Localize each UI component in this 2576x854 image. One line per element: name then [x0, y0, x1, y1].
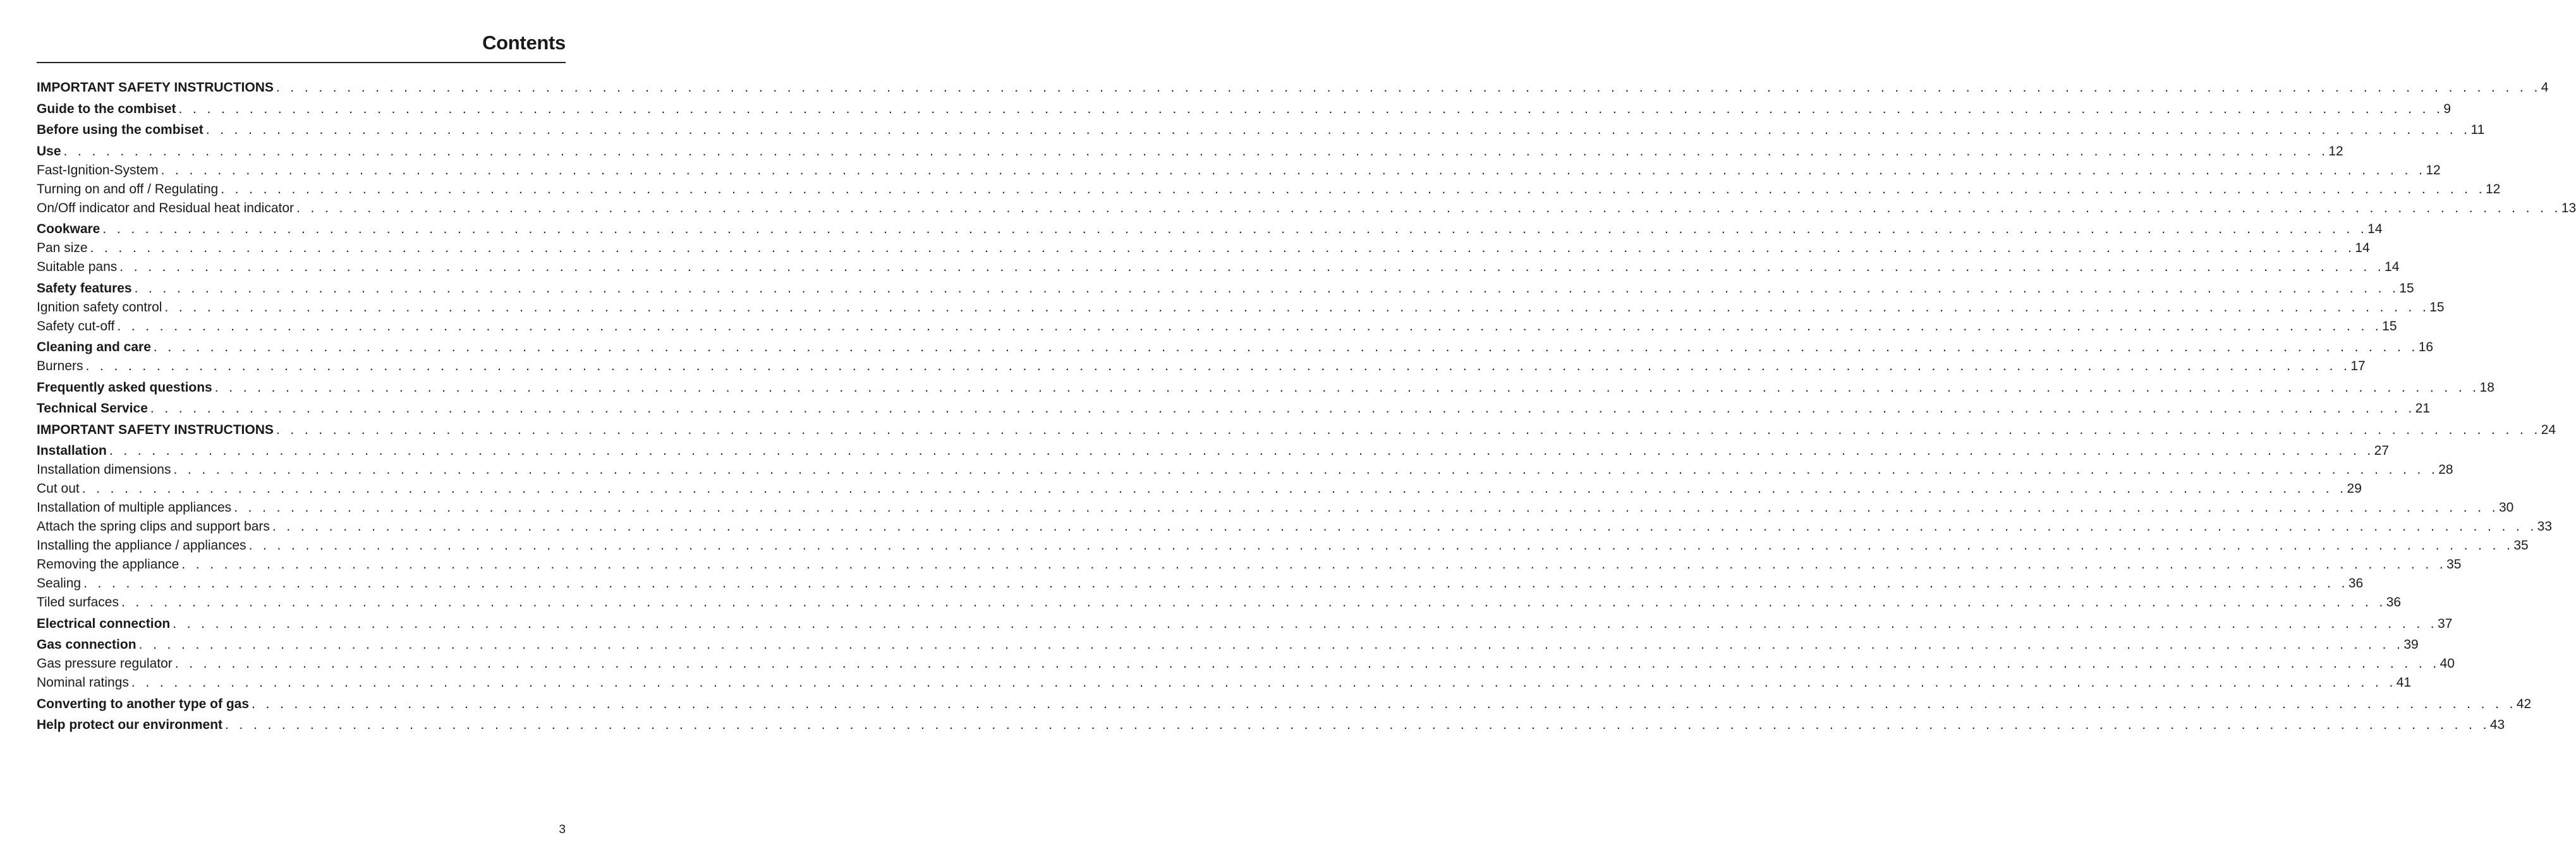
toc-subsection-entry[interactable] — [37, 536, 2529, 555]
toc-entry-label: Installing the appliance / appliances — [37, 538, 246, 553]
dot-leader: . . . . . . . . . . . . . . . . . . . . . . . . . . . . . . . . . . . . . . . . . . . . . . . . . . . . . . . . . . . . . . . . . . . . . . . . . . . . . . . . . . . . . . . . . . . . . . . . . . . . . . . . . . . . . . . . . . . . . . . . . . . . . . . . . . . . . . . . . . . . . . . . . . . . . . . . . . . . . . . . — [117, 318, 2383, 334]
toc-entry-label: Gas pressure regulator — [37, 656, 173, 671]
toc-entry-label: Use — [37, 143, 61, 159]
toc-subsection-entry[interactable] — [37, 258, 2400, 277]
toc-entry-label: Safety features — [37, 280, 132, 296]
toc-section-entry[interactable] — [37, 442, 2390, 460]
toc-section-entry[interactable] — [37, 142, 2343, 161]
toc-entry-label: Cleaning and care — [37, 340, 151, 354]
dot-leader: . . . . . . . . . . . . . . . . . . . . . . . . . . . . . . . . . . . . . . . . . . . . . . . . . . . . . . . . . . . . . . . . . . . . . . . . . . . . . . . . . . . . . . . . . . . . . . . . . . . . . . . . . . . . . . . . . . . . . . . . . . . . . . . . . . . . . . . . . . . . . . . . . . . . . . . . . . . . . . . . — [214, 380, 2480, 395]
dot-leader: . . . . . . . . . . . . . . . . . . . . . . . . . . . . . . . . . . . . . . . . . . . . . . . . . . . . . . . . . . . . . . . . . . . . . . . . . . . . . . . . . . . . . . . . . . . . . . . . . . . . . . . . . . . . . . . . . . . . . . . . . . . . . . . . . . . . . . . . . . . . . . . . . . . . . . . . . . . . . . . . — [174, 656, 2440, 671]
toc-entry-label: Tiled surfaces — [37, 595, 119, 610]
toc-entry-page: 14 — [2385, 260, 2400, 274]
toc-entry-label: Attach the spring clips and support bars — [37, 519, 270, 534]
toc-entry-label: Burners — [37, 359, 83, 373]
toc-section-entry[interactable] — [37, 378, 2494, 397]
toc-entry-page: 4 — [2541, 80, 2549, 95]
toc-entry-page: 42 — [2516, 696, 2532, 711]
toc-entry-page: 41 — [2396, 675, 2412, 690]
dot-leader: . . . . . . . . . . . . . . . . . . . . . . . . . . . . . . . . . . . . . . . . . . . . . . . . . . . . . . . . . . . . . . . . . . . . . . . . . . . . . . . . . . . . . . . . . . . . . . . . . . . . . . . . . . . . . . . . . . . . . . . . . . . . . . . . . . . . . . . . . . . . . . . . . . . . . . . . . . . . . . . . — [85, 359, 2351, 373]
toc-entry-page: 27 — [2374, 443, 2390, 458]
table-of-contents — [37, 78, 2576, 735]
toc-entry-label: Cut out — [37, 481, 80, 496]
dot-leader: . . . . . . . . . . . . . . . . . . . . . . . . . . . . . . . . . . . . . . . . . . . . . . . . . . . . . . . . . . . . . . . . . . . . . . . . . . . . . . . . . . . . . . . . . . . . . . . . . . . . . . . . . . . . . . . . . . . . . . . . . . . . . . . . . . . . . . . . . . . . . . . . . . . . . . . . . . . . . . . . — [173, 462, 2439, 477]
toc-entry-label: Ignition safety control — [37, 299, 162, 315]
toc-entry-label: Safety cut-off — [37, 318, 115, 334]
toc-entry-page: 17 — [2350, 359, 2366, 373]
toc-entry-page: 28 — [2438, 462, 2453, 477]
toc-entry-label: Guide to the combiset — [37, 101, 176, 116]
toc-section-entry[interactable] — [37, 220, 2383, 239]
toc-entry-label: Fast-Ignition-System — [37, 162, 159, 177]
toc-section-entry[interactable] — [37, 78, 2549, 97]
dot-leader: . . . . . . . . . . . . . . . . . . . . . . . . . . . . . . . . . . . . . . . . . . . . . . . . . . . . . . . . . . . . . . . . . . . . . . . . . . . . . . . . . . . . . . . . . . . . . . . . . . . . . . . . . . . . . . . . . . . . . . . . . . . . . . . . . . . . . . . . . . . . . . . . . . . . . . . . . . . . . . . . — [82, 481, 2347, 496]
toc-entry-page: 35 — [2513, 538, 2529, 553]
toc-section-entry[interactable] — [37, 421, 2556, 440]
toc-entry-page: 13 — [2561, 200, 2576, 215]
toc-entry-label: IMPORTANT SAFETY INSTRUCTIONS — [37, 422, 274, 437]
toc-subsection-entry[interactable] — [37, 357, 2366, 376]
dot-leader: . . . . . . . . . . . . . . . . . . . . . . . . . . . . . . . . . . . . . . . . . . . . . . . . . . . . . . . . . . . . . . . . . . . . . . . . . . . . . . . . . . . . . . . . . . . . . . . . . . . . . . . . . . . . . . . . . . . . . . . . . . . . . . . . . . . . . . . . . . . . . . . . . . . . . . . . . . . . . . . . — [109, 443, 2374, 458]
dot-leader: . . . . . . . . . . . . . . . . . . . . . . . . . . . . . . . . . . . . . . . . . . . . . . . . . . . . . . . . . . . . . . . . . . . . . . . . . . . . . . . . . . . . . . . . . . . . . . . . . . . . . . . . . . . . . . . . . . . . . . . . . . . . . . . . . . . . . . . . . . . . . . . . . . . . . . . . . . . . . . . . — [225, 718, 2490, 732]
page-number: 3 — [559, 823, 566, 836]
toc-entry-page: 36 — [2386, 595, 2402, 610]
dot-leader: . . . . . . . . . . . . . . . . . . . . . . . . . . . . . . . . . . . . . . . . . . . . . . . . . . . . . . . . . . . . . . . . . . . . . . . . . . . . . . . . . . . . . . . . . . . . . . . . . . . . . . . . . . . . . . . . . . . . . . . . . . . . . . . . . . . . . . . . . . . . . . . . . . . . . . . . . . . . . . . . — [150, 401, 2415, 416]
dot-leader: . . . . . . . . . . . . . . . . . . . . . . . . . . . . . . . . . . . . . . . . . . . . . . . . . . . . . . . . . . . . . . . . . . . . . . . . . . . . . . . . . . . . . . . . . . . . . . . . . . . . . . . . . . . . . . . . . . . . . . . . . . . . . . . . . . . . . . . . . . . . . . . . . . . . . . . . . . . . . . . . — [63, 143, 2329, 159]
dot-leader: . . . . . . . . . . . . . . . . . . . . . . . . . . . . . . . . . . . . . . . . . . . . . . . . . . . . . . . . . . . . . . . . . . . . . . . . . . . . . . . . . . . . . . . . . . . . . . . . . . . . . . . . . . . . . . . . . . . . . . . . . . . . . . . . . . . . . . . . . . . . . . . . . . . . . . . . . . . . . . . . — [248, 538, 2514, 553]
dot-leader: . . . . . . . . . . . . . . . . . . . . . . . . . . . . . . . . . . . . . . . . . . . . . . . . . . . . . . . . . . . . . . . . . . . . . . . . . . . . . . . . . . . . . . . . . . . . . . . . . . . . . . . . . . . . . . . . . . . . . . . . . . . . . . . . . . . . . . . . . . . . . . . . . . . . . . . . . . . . . . . . — [83, 576, 2348, 591]
toc-subsection-entry[interactable] — [37, 180, 2501, 199]
toc-entry-page: 40 — [2439, 656, 2455, 671]
toc-entry-page: 14 — [2367, 222, 2383, 236]
toc-entry-label: Nominal ratings — [37, 675, 129, 690]
page-title: Contents — [482, 32, 566, 54]
toc-entry-page: 30 — [2498, 500, 2514, 515]
dot-leader: . . . . . . . . . . . . . . . . . . . . . . . . . . . . . . . . . . . . . . . . . . . . . . . . . . . . . . . . . . . . . . . . . . . . . . . . . . . . . . . . . . . . . . . . . . . . . . . . . . . . . . . . . . . . . . . . . . . . . . . . . . . . . . . . . . . . . . . . . . . . . . . . . . . . . . . . . . . . . . . . — [252, 696, 2517, 711]
dot-leader: . . . . . . . . . . . . . . . . . . . . . . . . . . . . . . . . . . . . . . . . . . . . . . . . . . . . . . . . . . . . . . . . . . . . . . . . . . . . . . . . . . . . . . . . . . . . . . . . . . . . . . . . . . . . . . . . . . . . . . . . . . . . . . . . . . . . . . . . . . . . . . . . . . . . . . . . . . . . . . . . — [161, 162, 2426, 177]
dot-leader: . . . . . . . . . . . . . . . . . . . . . . . . . . . . . . . . . . . . . . . . . . . . . . . . . . . . . . . . . . . . . . . . . . . . . . . . . . . . . . . . . . . . . . . . . . . . . . . . . . . . . . . . . . . . . . . . . . . . . . . . . . . . . . . . . . . . . . . . . . . . . . . . . . . . . . . . . . . . . . . . — [164, 299, 2430, 315]
dot-leader: . . . . . . . . . . . . . . . . . . . . . . . . . . . . . . . . . . . . . . . . . . . . . . . . . . . . . . . . . . . . . . . . . . . . . . . . . . . . . . . . . . . . . . . . . . . . . . . . . . . . . . . . . . . . . . . . . . . . . . . . . . . . . . . . . . . . . . . . . . . . . . . . . . . . . . . . . . . . . . . . — [272, 519, 2537, 534]
dot-leader: . . . . . . . . . . . . . . . . . . . . . . . . . . . . . . . . . . . . . . . . . . . . . . . . . . . . . . . . . . . . . . . . . . . . . . . . . . . . . . . . . . . . . . . . . . . . . . . . . . . . . . . . . . . . . . . . . . . . . . . . . . . . . . . . . . . . . . . . . . . . . . . . . . . . . . . . . . . . . . . . — [276, 422, 2541, 437]
toc-subsection-entry[interactable] — [37, 498, 2514, 517]
toc-entry-page: 14 — [2355, 241, 2370, 255]
dot-leader: . . . . . . . . . . . . . . . . . . . . . . . . . . . . . . . . . . . . . . . . . . . . . . . . . . . . . . . . . . . . . . . . . . . . . . . . . . . . . . . . . . . . . . . . . . . . . . . . . . . . . . . . . . . . . . . . . . . . . . . . . . . . . . . . . . . . . . . . . . . . . . . . . . . . . . . . . . . . . . . . — [276, 80, 2541, 95]
toc-entry-page: 12 — [2486, 181, 2501, 196]
toc-entry-page: 15 — [2382, 318, 2397, 334]
toc-subsection-entry[interactable] — [37, 161, 2441, 180]
toc-entry-label: Installation dimensions — [37, 462, 171, 477]
toc-subsection-entry[interactable] — [37, 199, 2576, 218]
toc-section-entry[interactable] — [37, 279, 2414, 298]
toc-entry-page: 37 — [2438, 616, 2453, 631]
toc-entry-page: 15 — [2429, 299, 2445, 315]
toc-entry-page: 39 — [2403, 637, 2419, 652]
dot-leader: . . . . . . . . . . . . . . . . . . . . . . . . . . . . . . . . . . . . . . . . . . . . . . . . . . . . . . . . . . . . . . . . . . . . . . . . . . . . . . . . . . . . . . . . . . . . . . . . . . . . . . . . . . . . . . . . . . . . . . . . . . . . . . . . . . . . . . . . . . . . . . . . . . . . . . . . . . . . . . . . — [121, 595, 2386, 610]
toc-subsection-entry[interactable] — [37, 673, 2412, 692]
toc-entry-label: Technical Service — [37, 401, 148, 416]
toc-entry-page: 35 — [2446, 557, 2462, 572]
toc-entry-label: Installation of multiple appliances — [37, 500, 232, 515]
toc-entry-label: Frequently asked questions — [37, 380, 212, 395]
dot-leader: . . . . . . . . . . . . . . . . . . . . . . . . . . . . . . . . . . . . . . . . . . . . . . . . . . . . . . . . . . . . . . . . . . . . . . . . . . . . . . . . . . . . . . . . . . . . . . . . . . . . . . . . . . . . . . . . . . . . . . . . . . . . . . . . . . . . . . . . . . . . . . . . . . . . . . . . . . . . . . . . — [221, 181, 2486, 196]
toc-entry-page: 36 — [2348, 576, 2364, 591]
toc-section-entry[interactable] — [37, 338, 2434, 357]
dot-leader: . . . . . . . . . . . . . . . . . . . . . . . . . . . . . . . . . . . . . . . . . . . . . . . . . . . . . . . . . . . . . . . . . . . . . . . . . . . . . . . . . . . . . . . . . . . . . . . . . . . . . . . . . . . . . . . . . . . . . . . . . . . . . . . . . . . . . . . . . . . . . . . . . . . . . . . . . . . . . . . . — [173, 616, 2438, 631]
toc-entry-page: 12 — [2426, 162, 2441, 177]
toc-subsection-entry[interactable] — [37, 574, 2364, 593]
toc-entry-label: Turning on and off / Regulating — [37, 181, 219, 196]
toc-entry-page: 11 — [2470, 123, 2485, 137]
toc-entry-page: 18 — [2479, 380, 2494, 395]
toc-entry-page: 33 — [2537, 519, 2553, 534]
toc-subsection-entry[interactable] — [37, 460, 2453, 479]
dot-leader: . . . . . . . . . . . . . . . . . . . . . . . . . . . . . . . . . . . . . . . . . . . . . . . . . . . . . . . . . . . . . . . . . . . . . . . . . . . . . . . . . . . . . . . . . . . . . . . . . . . . . . . . . . . . . . . . . . . . . . . . . . . . . . . . . . . . . . . . . . . . . . . . . . . . . . . . . . . . . . . . — [119, 260, 2385, 274]
toc-entry-label: Sealing — [37, 576, 82, 591]
dot-leader: . . . . . . . . . . . . . . . . . . . . . . . . . . . . . . . . . . . . . . . . . . . . . . . . . . . . . . . . . . . . . . . . . . . . . . . . . . . . . . . . . . . . . . . . . . . . . . . . . . . . . . . . . . . . . . . . . . . . . . . . . . . . . . . . . . . . . . . . . . . . . . . . . . . . . . . . . . . . . . . . — [296, 200, 2561, 215]
toc-section-entry[interactable] — [37, 695, 2532, 714]
toc-entry-label: Electrical connection — [37, 616, 171, 631]
toc-section-entry[interactable] — [37, 635, 2419, 654]
toc-subsection-entry[interactable] — [37, 654, 2455, 673]
dot-leader: . . . . . . . . . . . . . . . . . . . . . . . . . . . . . . . . . . . . . . . . . . . . . . . . . . . . . . . . . . . . . . . . . . . . . . . . . . . . . . . . . . . . . . . . . . . . . . . . . . . . . . . . . . . . . . . . . . . . . . . . . . . . . . . . . . . . . . . . . . . . . . . . . . . . . . . . . . . . . . . . — [178, 101, 2444, 116]
toc-entry-page: 21 — [2415, 401, 2431, 416]
toc-subsection-entry[interactable] — [37, 517, 2553, 536]
toc-subsection-entry[interactable] — [37, 593, 2402, 612]
toc-subsection-entry[interactable] — [37, 479, 2362, 498]
toc-section-entry[interactable] — [37, 716, 2505, 735]
dot-leader: . . . . . . . . . . . . . . . . . . . . . . . . . . . . . . . . . . . . . . . . . . . . . . . . . . . . . . . . . . . . . . . . . . . . . . . . . . . . . . . . . . . . . . . . . . . . . . . . . . . . . . . . . . . . . . . . . . . . . . . . . . . . . . . . . . . . . . . . . . . . . . . . . . . . . . . . . . . . . . . . — [234, 500, 2499, 515]
dot-leader: . . . . . . . . . . . . . . . . . . . . . . . . . . . . . . . . . . . . . . . . . . . . . . . . . . . . . . . . . . . . . . . . . . . . . . . . . . . . . . . . . . . . . . . . . . . . . . . . . . . . . . . . . . . . . . . . . . . . . . . . . . . . . . . . . . . . . . . . . . . . . . . . . . . . . . . . . . . . . . . . — [90, 241, 2355, 255]
dot-leader: . . . . . . . . . . . . . . . . . . . . . . . . . . . . . . . . . . . . . . . . . . . . . . . . . . . . . . . . . . . . . . . . . . . . . . . . . . . . . . . . . . . . . . . . . . . . . . . . . . . . . . . . . . . . . . . . . . . . . . . . . . . . . . . . . . . . . . . . . . . . . . . . . . . . . . . . . . . . . . . . — [205, 123, 2471, 137]
toc-subsection-entry[interactable] — [37, 317, 2397, 336]
toc-entry-page: 29 — [2347, 481, 2362, 496]
toc-entry-label: Gas connection — [37, 637, 137, 652]
toc-entry-label: Installation — [37, 443, 107, 458]
toc-subsection-entry[interactable] — [37, 298, 2445, 317]
toc-entry-page: 9 — [2443, 101, 2451, 116]
toc-entry-page: 15 — [2399, 280, 2414, 296]
dot-leader: . . . . . . . . . . . . . . . . . . . . . . . . . . . . . . . . . . . . . . . . . . . . . . . . . . . . . . . . . . . . . . . . . . . . . . . . . . . . . . . . . . . . . . . . . . . . . . . . . . . . . . . . . . . . . . . . . . . . . . . . . . . . . . . . . . . . . . . . . . . . . . . . . . . . . . . . . . . . . . . . — [153, 340, 2419, 354]
toc-entry-label: Removing the appliance — [37, 557, 179, 572]
dot-leader: . . . . . . . . . . . . . . . . . . . . . . . . . . . . . . . . . . . . . . . . . . . . . . . . . . . . . . . . . . . . . . . . . . . . . . . . . . . . . . . . . . . . . . . . . . . . . . . . . . . . . . . . . . . . . . . . . . . . . . . . . . . . . . . . . . . . . . . . . . . . . . . . . . . . . . . . . . . . . . . . — [131, 675, 2397, 690]
toc-entry-label: Cookware — [37, 222, 100, 236]
toc-subsection-entry[interactable] — [37, 555, 2462, 574]
dot-leader: . . . . . . . . . . . . . . . . . . . . . . . . . . . . . . . . . . . . . . . . . . . . . . . . . . . . . . . . . . . . . . . . . . . . . . . . . . . . . . . . . . . . . . . . . . . . . . . . . . . . . . . . . . . . . . . . . . . . . . . . . . . . . . . . . . . . . . . . . . . . . . . . . . . . . . . . . . . . . . . . — [138, 637, 2404, 652]
toc-entry-page: 16 — [2418, 340, 2434, 354]
toc-entry-label: Pan size — [37, 241, 88, 255]
toc-entry-page: 24 — [2541, 422, 2556, 437]
toc-section-entry[interactable] — [37, 121, 2485, 140]
toc-entry-label: Help protect our environment — [37, 718, 223, 732]
toc-subsection-entry[interactable] — [37, 239, 2370, 258]
toc-entry-label: Suitable pans — [37, 260, 118, 274]
toc-section-entry[interactable] — [37, 615, 2453, 634]
toc-section-entry[interactable] — [37, 399, 2431, 418]
toc-section-entry[interactable] — [37, 100, 2451, 119]
toc-entry-label: IMPORTANT SAFETY INSTRUCTIONS — [37, 80, 274, 95]
dot-leader: . . . . . . . . . . . . . . . . . . . . . . . . . . . . . . . . . . . . . . . . . . . . . . . . . . . . . . . . . . . . . . . . . . . . . . . . . . . . . . . . . . . . . . . . . . . . . . . . . . . . . . . . . . . . . . . . . . . . . . . . . . . . . . . . . . . . . . . . . . . . . . . . . . . . . . . . . . . . . . . . — [181, 557, 2447, 572]
toc-entry-label: On/Off indicator and Residual heat indicator — [37, 200, 295, 215]
toc-entry-page: 12 — [2328, 143, 2343, 159]
title-divider — [37, 62, 566, 63]
dot-leader: . . . . . . . . . . . . . . . . . . . . . . . . . . . . . . . . . . . . . . . . . . . . . . . . . . . . . . . . . . . . . . . . . . . . . . . . . . . . . . . . . . . . . . . . . . . . . . . . . . . . . . . . . . . . . . . . . . . . . . . . . . . . . . . . . . . . . . . . . . . . . . . . . . . . . . . . . . . . . . . . — [102, 222, 2368, 236]
toc-entry-label: Converting to another type of gas — [37, 696, 250, 711]
toc-entry-label: Before using the combiset — [37, 123, 204, 137]
dot-leader: . . . . . . . . . . . . . . . . . . . . . . . . . . . . . . . . . . . . . . . . . . . . . . . . . . . . . . . . . . . . . . . . . . . . . . . . . . . . . . . . . . . . . . . . . . . . . . . . . . . . . . . . . . . . . . . . . . . . . . . . . . . . . . . . . . . . . . . . . . . . . . . . . . . . . . . . . . . . . . . . — [134, 280, 2400, 296]
toc-entry-page: 43 — [2489, 718, 2505, 732]
